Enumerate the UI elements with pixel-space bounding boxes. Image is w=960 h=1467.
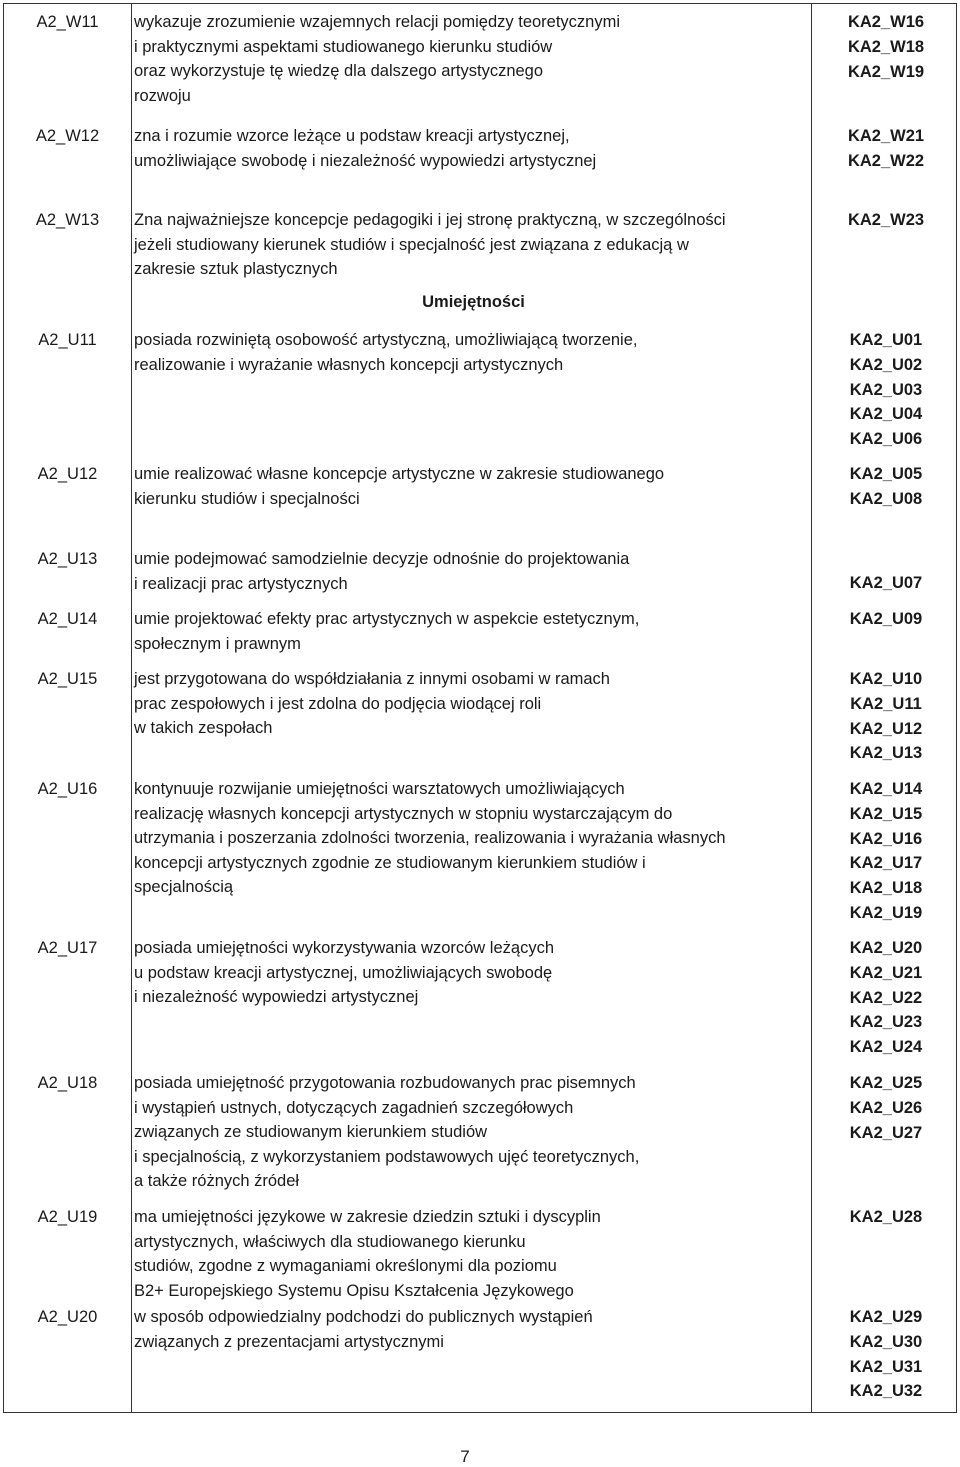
reference-code: KA2_U19 bbox=[849, 903, 923, 922]
reference-codes bbox=[816, 936, 956, 1060]
reference-codes bbox=[816, 124, 956, 174]
description-line: i specjalnością, z wykorzystaniem podstawowych ujęć teoretycznych, bbox=[134, 1147, 640, 1166]
reference-codes bbox=[816, 328, 956, 452]
reference-codes bbox=[816, 1071, 956, 1145]
reference-code: KA2_U17 bbox=[849, 854, 923, 873]
column-divider bbox=[131, 4, 132, 1412]
outcome-code: A2_U13 bbox=[37, 550, 98, 568]
reference-codes bbox=[816, 10, 956, 84]
reference-code: KA2_U24 bbox=[849, 1038, 923, 1057]
outcome-code: A2_W13 bbox=[35, 211, 100, 229]
reference-code: KA2_U10 bbox=[849, 670, 923, 688]
outcome-description bbox=[134, 1205, 814, 1303]
description-line: B2+ Europejskiego Systemu Opisu Kształcenia Językowego bbox=[134, 1281, 574, 1300]
description-line: utrzymania i poszerzania zdolności tworzenia, realizowania i wyrażania własnych bbox=[134, 829, 726, 848]
description-line: oraz wykorzystuje tę wiedzę dla dalszego artystycznego bbox=[134, 62, 544, 81]
reference-code: KA2_U02 bbox=[849, 355, 923, 374]
description-line: Zna najważniejsze koncepcje pedagogiki i jej stronę praktyczną, w szczególności bbox=[134, 211, 726, 229]
outcome-description bbox=[134, 208, 814, 282]
reference-code: KA2_U05 bbox=[849, 465, 923, 483]
description-line: i praktycznymi aspektami studiowanego kierunku studiów bbox=[134, 37, 553, 56]
outcome-code: A2_U18 bbox=[37, 1074, 98, 1092]
reference-code: KA2_U30 bbox=[849, 1332, 923, 1351]
description-line: specjalnością bbox=[134, 878, 234, 897]
reference-code: KA2_U14 bbox=[849, 780, 923, 798]
reference-codes bbox=[816, 571, 956, 596]
reference-code: KA2_U32 bbox=[849, 1382, 923, 1401]
reference-code: KA2_U21 bbox=[849, 963, 923, 982]
reference-codes bbox=[816, 462, 956, 512]
reference-code: KA2_U28 bbox=[849, 1208, 923, 1226]
description-line: posiada umiejętność przygotowania rozbudowanych prac pisemnych bbox=[134, 1074, 636, 1092]
description-line: studiów, zgodne z wymaganiami określonymi dla poziomu bbox=[134, 1257, 557, 1276]
outcome-code: A2_U14 bbox=[37, 610, 98, 628]
reference-codes bbox=[816, 1305, 956, 1404]
description-line: umożliwiające swobodę i niezależność wypowiedzi artystycznej bbox=[134, 151, 597, 170]
outcome-description bbox=[134, 1305, 814, 1354]
description-line: u podstaw kreacji artystycznej, umożliwiających swobodę bbox=[134, 963, 553, 982]
description-line: realizowanie i wyrażanie własnych koncepcji artystycznych bbox=[134, 355, 564, 374]
description-line: związanych ze studiowanym kierunkiem studiów bbox=[134, 1123, 488, 1142]
reference-code: KA2_U25 bbox=[849, 1074, 923, 1092]
description-line: w takich zespołach bbox=[134, 719, 273, 738]
description-line: i realizacji prac artystycznych bbox=[134, 574, 348, 593]
description-line: umie projektować efekty prac artystycznych w aspekcie estetycznym, bbox=[134, 610, 640, 628]
description-line: artystycznych, właściwych dla studiowanego kierunku bbox=[134, 1232, 526, 1251]
description-line: zna i rozumie wzorce leżące u podstaw kreacji artystycznej, bbox=[134, 127, 570, 145]
reference-code: KA2_U31 bbox=[849, 1357, 923, 1376]
outcome-description bbox=[134, 547, 814, 596]
outcome-code: A2_U11 bbox=[38, 331, 97, 349]
reference-code: KA2_U07 bbox=[849, 574, 923, 592]
reference-code: KA2_U13 bbox=[849, 744, 923, 763]
outcome-code: A2_U20 bbox=[37, 1308, 98, 1326]
reference-codes bbox=[816, 607, 956, 632]
reference-codes bbox=[816, 777, 956, 926]
description-line: jest przygotowana do współdziałania z innymi osobami w ramach bbox=[134, 670, 610, 688]
description-line: umie realizować własne koncepcje artystyczne w zakresie studiowanego bbox=[134, 465, 665, 483]
reference-code: KA2_W18 bbox=[847, 37, 925, 56]
outcome-description bbox=[134, 936, 814, 1010]
outcome-description bbox=[134, 607, 814, 656]
description-line: zakresie sztuk plastycznych bbox=[134, 260, 338, 279]
description-line: koncepcji artystycznych zgodnie ze studiowanym kierunkiem studiów i bbox=[134, 853, 646, 872]
outcome-description bbox=[134, 667, 814, 741]
reference-code: KA2_U06 bbox=[849, 430, 923, 449]
reference-code: KA2_U23 bbox=[849, 1013, 923, 1032]
reference-code: KA2_U18 bbox=[849, 879, 923, 898]
description-line: kierunku studiów i specjalności bbox=[134, 489, 360, 508]
reference-code: KA2_U29 bbox=[849, 1308, 923, 1326]
description-line: kontynuuje rozwijanie umiejętności warsztatowych umożliwiających bbox=[134, 780, 625, 798]
outcome-description bbox=[134, 328, 814, 377]
learning-outcomes-table bbox=[3, 3, 957, 1413]
reference-code: KA2_U08 bbox=[849, 489, 923, 508]
reference-code: KA2_U12 bbox=[849, 719, 923, 738]
reference-code: KA2_U11 bbox=[850, 694, 922, 713]
outcome-description bbox=[134, 1071, 814, 1194]
outcome-code: A2_U15 bbox=[37, 670, 98, 688]
reference-code: KA2_U27 bbox=[849, 1123, 923, 1142]
section-heading: Umiejętności bbox=[422, 293, 525, 311]
reference-code: KA2_U22 bbox=[849, 988, 923, 1007]
outcome-description bbox=[134, 10, 814, 108]
reference-code: KA2_U16 bbox=[849, 829, 923, 848]
description-line: posiada umiejętności wykorzystywania wzorców leżących bbox=[134, 939, 555, 957]
reference-codes bbox=[816, 1205, 956, 1230]
reference-code: KA2_U15 bbox=[849, 804, 923, 823]
reference-codes bbox=[816, 667, 956, 766]
reference-code: KA2_W19 bbox=[847, 62, 925, 81]
description-line: wykazuje zrozumienie wzajemnych relacji pomiędzy teoretycznymi bbox=[134, 13, 621, 31]
description-line: związanych z prezentacjami artystycznymi bbox=[134, 1332, 444, 1351]
reference-code: KA2_W23 bbox=[847, 211, 925, 229]
reference-codes bbox=[816, 208, 956, 233]
outcome-code: A2_U17 bbox=[37, 939, 98, 957]
outcome-description bbox=[134, 124, 814, 173]
outcome-code: A2_W11 bbox=[36, 13, 99, 31]
description-line: prac zespołowych i jest zdolna do podjęcia wiodącej roli bbox=[134, 694, 542, 713]
description-line: rozwoju bbox=[134, 86, 191, 105]
outcome-code: A2_W12 bbox=[35, 127, 100, 145]
reference-code: KA2_U01 bbox=[849, 331, 923, 349]
outcome-description bbox=[134, 462, 814, 511]
outcome-code: A2_U16 bbox=[37, 780, 98, 798]
outcome-code: A2_U12 bbox=[37, 465, 98, 483]
reference-code: KA2_U26 bbox=[849, 1098, 923, 1117]
description-line: posiada rozwiniętą osobowość artystyczną, umożliwiającą tworzenie, bbox=[134, 331, 638, 349]
description-line: umie podejmować samodzielnie decyzje odnośnie do projektowania bbox=[134, 550, 630, 568]
reference-code: KA2_W21 bbox=[847, 127, 925, 145]
page-number: 7 bbox=[460, 1447, 470, 1466]
outcome-code: A2_U19 bbox=[37, 1208, 98, 1226]
description-line: i wystąpień ustnych, dotyczących zagadnień szczegółowych bbox=[134, 1098, 574, 1117]
reference-code: KA2_U09 bbox=[849, 610, 923, 628]
outcome-description bbox=[134, 777, 814, 900]
description-line: społecznym i prawnym bbox=[134, 634, 301, 653]
reference-code: KA2_U03 bbox=[849, 380, 923, 399]
description-line: jeżeli studiowany kierunek studiów i specjalność jest związana z edukacją w bbox=[134, 235, 689, 254]
description-line: ma umiejętności językowe w zakresie dziedzin sztuki i dyscyplin bbox=[134, 1208, 601, 1226]
reference-code: KA2_W22 bbox=[847, 151, 925, 170]
description-line: w sposób odpowiedzialny podchodzi do publicznych wystąpień bbox=[134, 1308, 593, 1326]
reference-code: KA2_W16 bbox=[847, 13, 925, 31]
reference-code: KA2_U20 bbox=[849, 939, 923, 957]
reference-code: KA2_U04 bbox=[849, 405, 923, 424]
description-line: realizację własnych koncepcji artystycznych w stopniu wystarczającym do bbox=[134, 804, 673, 823]
description-line: i niezależność wypowiedzi artystycznej bbox=[134, 988, 419, 1007]
description-line: a także różnych źródeł bbox=[134, 1172, 300, 1191]
